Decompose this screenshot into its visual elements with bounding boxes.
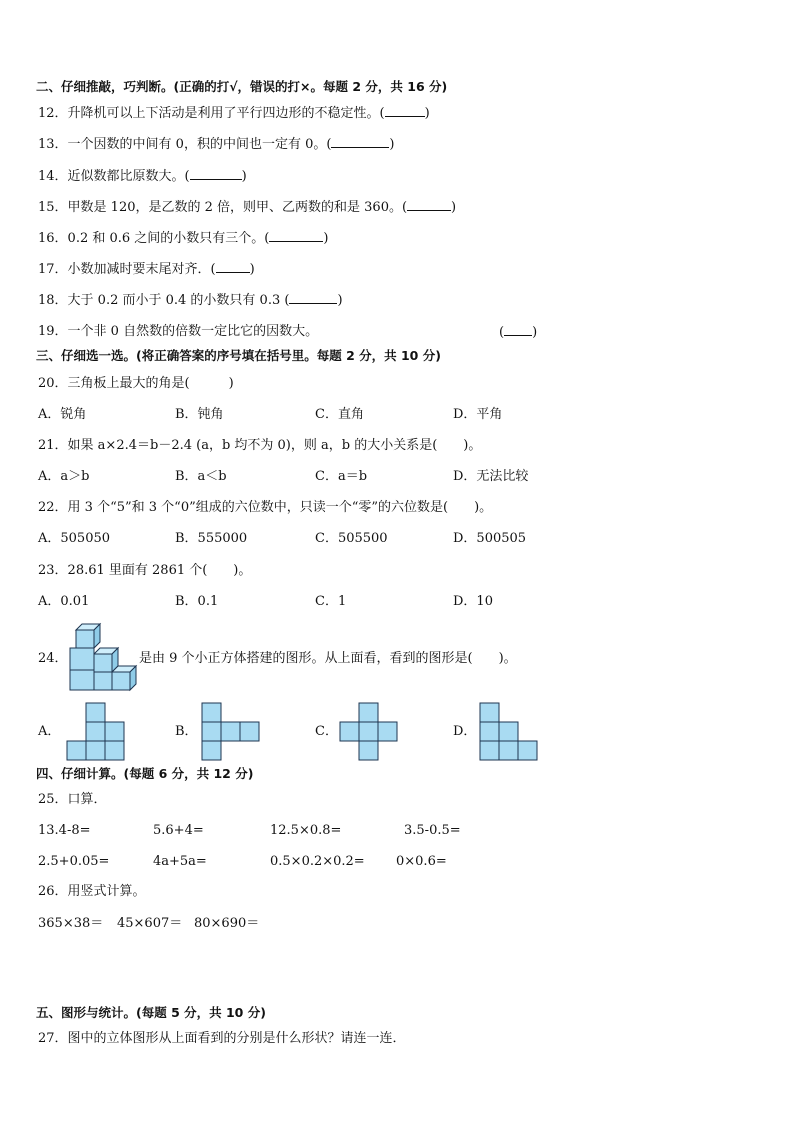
question-25: 25．口算． xyxy=(38,792,107,807)
question-19: 19．一个非 0 自然数的倍数一定比它的因数大。 xyxy=(38,324,319,339)
q24-option-c[interactable]: C． xyxy=(315,724,338,739)
section-5-heading: 五、图形与统计。(每题 5 分，共 10 分) xyxy=(36,1005,266,1020)
question-24: 是由 9 个小正方体搭建的图形。从上面看，看到的图形是( )。 xyxy=(139,651,517,666)
answer-blank[interactable] xyxy=(269,230,323,242)
q20-option-d[interactable]: D．平角 xyxy=(453,407,503,422)
mental-calc: 0×0.6= xyxy=(396,854,447,869)
q22-option-d[interactable]: D．500505 xyxy=(453,531,527,546)
q20-option-c[interactable]: C．直角 xyxy=(315,407,364,422)
question-12: 12．升降机可以上下活动是利用了平行四边形的不稳定性。( ) xyxy=(38,106,430,121)
q23-option-b[interactable]: B．0.1 xyxy=(175,594,219,609)
q24-option-d-figure[interactable] xyxy=(480,702,540,760)
q21-option-d[interactable]: D．无法比较 xyxy=(453,469,529,484)
q21-option-a[interactable]: A．a＞b xyxy=(38,469,90,484)
mental-calc: 5.6+4= xyxy=(153,823,204,838)
q23-option-a[interactable]: A．0.01 xyxy=(38,594,90,609)
q23-option-d[interactable]: D．10 xyxy=(453,594,493,609)
question-23: 23．28.61 里面有 2861 个( )。 xyxy=(38,563,252,578)
question-22: 22．用 3 个“5”和 3 个“0”组成的六位数中，只读一个“零”的六位数是( )。 xyxy=(38,500,493,515)
question-18: 18．大于 0.2 而小于 0.4 的小数只有 0.3 ( ) xyxy=(38,293,343,308)
mental-calc: 3.5-0.5= xyxy=(404,823,461,838)
q20-option-b[interactable]: B．钝角 xyxy=(175,407,224,422)
q24-option-b-figure[interactable] xyxy=(202,702,262,760)
q22-option-b[interactable]: B．555000 xyxy=(175,531,248,546)
section-2-heading: 二、仔细推敲，巧判断。(正确的打√，错误的打×。每题 2 分，共 16 分) xyxy=(36,79,448,94)
question-14: 14．近似数都比原数大。( ) xyxy=(38,169,247,184)
mental-calc: 2.5+0.05= xyxy=(38,854,110,869)
section-4-heading: 四、仔细计算。(每题 6 分，共 12 分) xyxy=(36,766,254,781)
question-27: 27．图中的立体图形从上面看到的分别是什么形状？请连一连． xyxy=(38,1031,406,1046)
q21-option-c[interactable]: C．a＝b xyxy=(315,469,368,484)
vertical-calc: 80×690＝ xyxy=(194,916,260,931)
answer-blank[interactable] xyxy=(216,261,250,273)
vertical-calc: 365×38＝ xyxy=(38,916,104,931)
q24-option-d[interactable]: D． xyxy=(453,724,477,739)
cube-stack-figure xyxy=(66,624,142,692)
question-13: 13．一个因数的中间有 0，积的中间也一定有 0。( ) xyxy=(38,137,395,152)
q21-option-b[interactable]: B．a＜b xyxy=(175,469,227,484)
question-24-number: 24． xyxy=(38,651,68,666)
q22-option-a[interactable]: A．505050 xyxy=(38,531,111,546)
question-16: 16．0.2 和 0.6 之间的小数只有三个。( ) xyxy=(38,231,329,246)
mental-calc: 13.4-8= xyxy=(38,823,91,838)
q24-option-a[interactable]: A． xyxy=(38,724,61,739)
question-20: 20．三角板上最大的角是( ) xyxy=(38,376,234,391)
question-15: 15．甲数是 120，是乙数的 2 倍，则甲、乙两数的和是 360。( ) xyxy=(38,200,457,215)
question-19-answer: ( ) xyxy=(499,325,538,340)
q24-option-a-figure[interactable] xyxy=(67,702,127,760)
question-21: 21．如果 a×2.4＝b－2.4 (a，b 均不为 0)，则 a，b 的大小关系是( )。 xyxy=(38,438,482,453)
q22-option-c[interactable]: C．505500 xyxy=(315,531,388,546)
answer-blank[interactable] xyxy=(504,324,532,336)
answer-blank[interactable] xyxy=(407,199,451,211)
q24-option-b[interactable]: B． xyxy=(175,724,198,739)
q24-option-c-figure[interactable] xyxy=(340,702,400,760)
answer-blank[interactable] xyxy=(289,292,337,304)
answer-blank[interactable] xyxy=(331,136,389,148)
mental-calc: 4a+5a= xyxy=(153,854,207,869)
q20-option-a[interactable]: A．锐角 xyxy=(38,407,87,422)
question-17: 17．小数加减时要末尾对齐．( ) xyxy=(38,262,255,277)
mental-calc: 0.5×0.2×0.2= xyxy=(270,854,365,869)
section-3-heading: 三、仔细选一选。(将正确答案的序号填在括号里。每题 2 分，共 10 分) xyxy=(36,348,441,363)
question-26: 26．用竖式计算。 xyxy=(38,884,146,899)
q23-option-c[interactable]: C．1 xyxy=(315,594,347,609)
answer-blank[interactable] xyxy=(385,105,425,117)
answer-blank[interactable] xyxy=(190,168,242,180)
vertical-calc: 45×607＝ xyxy=(117,916,183,931)
mental-calc: 12.5×0.8= xyxy=(270,823,342,838)
